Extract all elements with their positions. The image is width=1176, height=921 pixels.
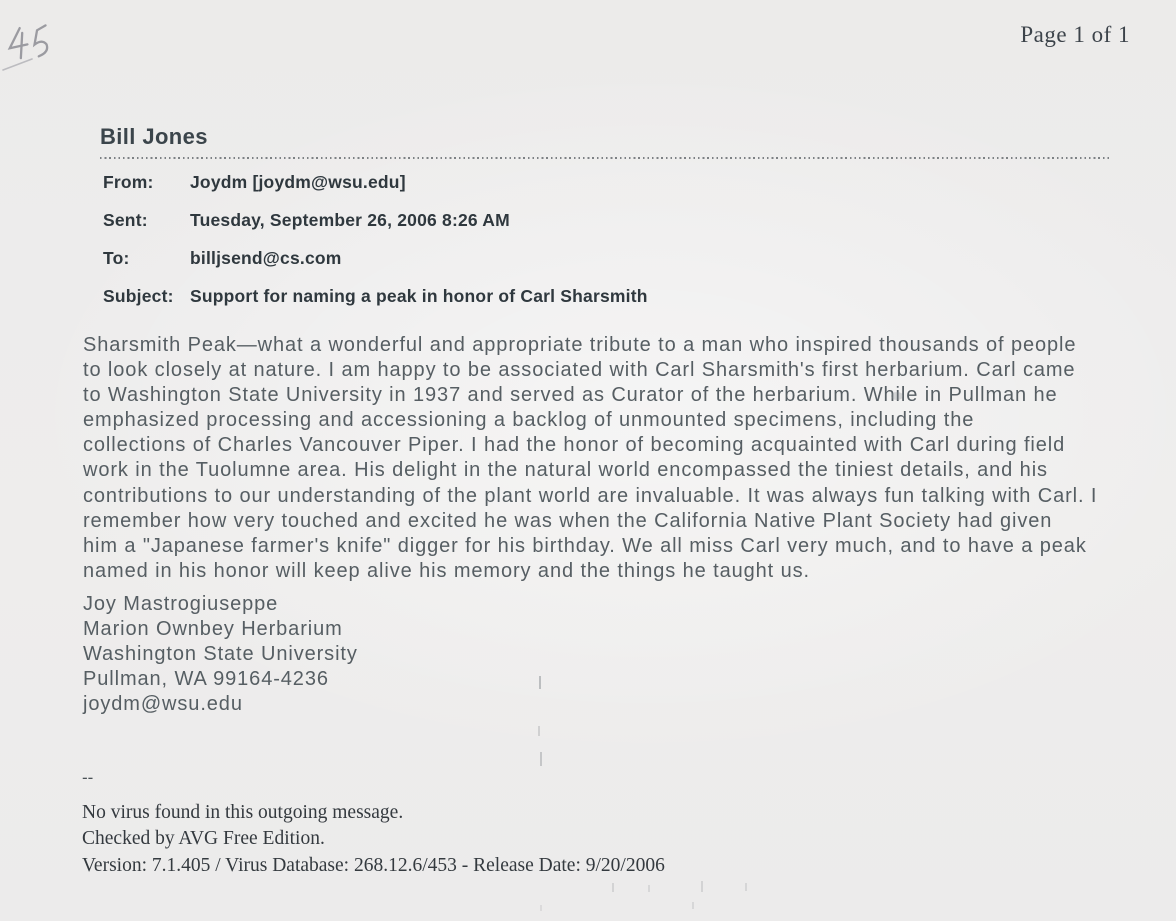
sent-value: Tuesday, September 26, 2006 8:26 AM [190,210,510,230]
body-line: to look closely at nature. I am happy to be associated with Carl Sharsmith's first herbarium. Carl came [83,359,1076,382]
body-line: named in his honor will keep alive his memory and the things he taught us. [83,559,810,582]
subject-value: Support for naming a peak in honor of Carl Sharsmith [190,286,648,306]
scan-artifact [540,752,542,766]
signature-org: Marion Ownbey Herbarium [83,618,343,641]
page-number: Page 1 of 1 [1020,22,1130,47]
scan-artifact [538,726,540,736]
body-line: remember how very touched and excited he was when the California Native Plant Society had given [83,509,1053,532]
body-line: collections of Charles Vancouver Piper. I had the honor of becoming acquainted with Carl during field [83,434,1066,457]
to-label: To: [103,248,130,268]
handwritten-note-45 [2,18,80,85]
body-line: contributions to our understanding of the plant world are invaluable. It was always fun talking with Carl. I [83,484,1098,507]
email-body [83,333,1153,584]
from-label: From: [103,172,154,192]
virus-scan-footer [82,765,665,879]
body-line: emphasized processing and accessioning a backlog of unmounted specimens, including the [83,409,975,432]
from-value: Joydm [joydm@wsu.edu] [190,172,406,192]
scan-artifact [891,392,903,400]
body-line: to Washington State University in 1937 and served as Curator of the herbarium. While in Pullman he [83,384,1058,407]
footer-line-virus: No virus found in this outgoing message. [82,801,404,823]
body-line: work in the Tuolumne area. His delight in the natural world encompassed the tiniest details, and his [83,459,1048,482]
subject-label: Subject: [103,286,174,306]
footer-line-version: Version: 7.1.405 / Virus Database: 268.12.6/453 - Release Date: 9/20/2006 [82,854,665,876]
email-signature [83,592,358,717]
scan-artifact [692,902,694,909]
scan-artifact [745,883,747,891]
scan-artifact [612,883,614,892]
handwriting-strokes [2,18,80,80]
signature-address: Pullman, WA 99164-4236 [83,668,329,691]
scan-artifact [648,885,650,892]
email-header-fields [103,172,648,307]
signature-email: joydm@wsu.edu [83,693,243,716]
scan-artifact [540,905,542,911]
scan-artifact [539,676,541,689]
sent-label: Sent: [103,210,148,230]
body-line: Sharsmith Peak—what a wonderful and appropriate tribute to a man who inspired thousands of people [83,334,1077,356]
dotted-separator [100,157,1112,159]
signature-name: Joy Mastrogiuseppe [83,593,279,615]
footer-line-checked: Checked by AVG Free Edition. [82,828,325,849]
body-line: him a "Japanese farmer's knife" digger for his birthday. We all miss Carl very much, and to have a peak [83,534,1087,557]
signature-separator: -- [82,768,94,787]
signature-institution: Washington State University [83,643,358,666]
mailbox-owner-name: Bill Jones [100,124,208,149]
scan-artifact [701,881,703,892]
to-value: billjsend@cs.com [190,248,342,268]
